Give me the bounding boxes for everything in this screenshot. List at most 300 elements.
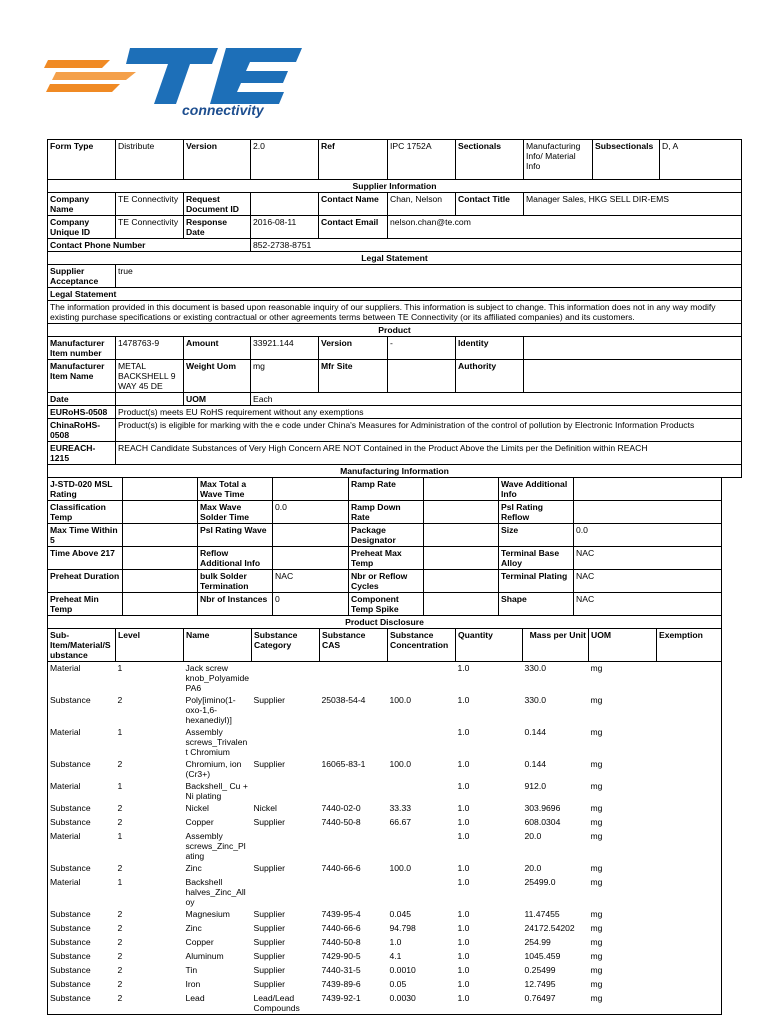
table-cell: 7440-66-6 [321,863,361,874]
msl-value [123,478,198,501]
table-cell: Supplier [253,909,286,920]
te-connectivity-logo [40,38,320,118]
class-temp-label: Classification Temp [48,501,123,524]
table-cell: Material [48,726,116,758]
preheat-min-value [123,593,198,616]
table-cell: Jack screw knob_Polyamide PA6 [185,663,250,694]
table-cell: mg [590,951,603,962]
table-cell: 7440-50-8 [321,937,361,948]
company-name-label: Company Name [48,193,116,216]
preheat-min-label: Preheat Min Temp [48,593,123,616]
preheat-max-label: Preheat Max Temp [349,547,424,570]
table-row [48,726,722,758]
table-cell: Nickel [185,803,209,814]
table-cell: 2 [117,695,123,706]
table-cell [657,816,722,830]
table-cell [320,780,388,802]
contact-title-label: Contact Title [456,193,524,216]
table-cell: 1 [117,727,123,738]
terminal-plating-value: NAC [574,570,722,593]
table-cell: Substance [48,802,116,816]
table-cell: 1045.459 [524,951,561,962]
table-cell [657,662,722,695]
table-cell: Zinc [185,863,202,874]
nbr-reflow-value [424,570,499,593]
table-cell: Substance [48,758,116,780]
nbr-instances-label: Nbr of Instances [198,593,273,616]
preheat-dur-value [123,570,198,593]
table-cell [657,830,722,862]
table-cell: 24172.54202 [524,923,575,934]
table-cell [320,726,388,758]
product-section-title: Product [48,324,742,337]
table-cell: mg [590,727,603,738]
table-cell: 330.0 [524,695,547,706]
table-row [48,964,722,978]
table-cell [657,876,722,908]
psl-wave-label: Psl Rating Wave [198,524,273,547]
table-cell: 20.0 [524,863,542,874]
ramp-rate-value [424,478,499,501]
table-cell: Substance [48,992,116,1015]
table-cell: 2 [117,951,123,962]
authority-label: Authority [456,360,524,393]
request-doc-value [251,193,319,216]
table-row [48,802,722,816]
table-cell: Material [48,780,116,802]
version-label: Version [184,140,251,180]
table-cell: Poly[imino(1-oxo-1,6-hexanediyl)] [185,695,236,726]
bulk-solder-label: bulk Solder Termination [198,570,273,593]
table-cell: 1.0 [456,992,523,1015]
wave-info-label: Wave Additional Info [499,478,574,501]
table-row [48,950,722,964]
table-row [48,694,722,726]
table-cell: 0.045 [389,909,412,920]
table-cell: 2 [117,923,123,934]
table-cell: 4.1 [389,951,402,962]
table-cell: 1.0 [457,877,470,888]
max-time-value [123,524,198,547]
table-cell: Supplier [253,863,286,874]
eureach-label: EUREACH-1215 [48,442,116,465]
table-cell: Chromium, ion (Cr3+) [185,759,242,780]
subsectionals-value: D, A [660,140,742,180]
table-row [48,662,722,695]
shape-label: Shape [499,593,574,616]
table-row [48,830,722,862]
table-cell: mg [590,759,603,770]
col-header: UOM [589,629,657,662]
table-cell: Substance [48,908,116,922]
preheat-dur-label: Preheat Duration [48,570,123,593]
table-cell: 1 [117,877,123,888]
date-label: Date [48,393,116,406]
supplier-section-title: Supplier Information [48,180,742,193]
contact-email-label: Contact Email [319,216,388,239]
amount-label: Amount [184,337,251,360]
table-cell: 100.0 [389,695,412,706]
table-cell: Substance [48,950,116,964]
table-cell [657,780,722,802]
table-row [48,908,722,922]
table-cell: Assembly screws_Trivalent Chromium [185,727,248,758]
col-header: Mass per Unit [523,629,589,662]
col-header: Substance Concentration [388,629,456,662]
table-cell [320,830,388,862]
table-cell [320,662,388,695]
table-cell: Aluminum [185,951,224,962]
table-row [48,862,722,876]
table-cell [388,662,456,695]
table-cell: Substance [48,964,116,978]
col-header: Level [116,629,184,662]
disclosure-section-title: Product Disclosure [48,616,722,629]
table-cell: 7439-92-1 [320,992,388,1015]
table-cell: 2 [117,803,123,814]
table-cell: mg [590,979,603,990]
contact-title-value: Manager Sales, HKG SELL DIR-EMS [524,193,742,216]
table-cell: 254.99 [524,937,551,948]
table-cell: 0.144 [524,759,547,770]
supplier-acceptance-value: true [116,265,742,288]
table-cell: 1.0 [457,979,470,990]
sectionals-value: Manufacturing Info/ Material Info [524,140,593,180]
table-cell: 1.0 [457,965,470,976]
table-cell: 7439-89-6 [321,979,361,990]
table-cell: 1 [117,663,123,674]
mfr-item-name-value: METAL BACKSHELL 9 WAY 45 DE [116,360,184,393]
table-cell: mg [590,877,603,888]
table-cell: 0.05 [389,979,407,990]
table-cell: Supplier [253,965,286,976]
table-cell [657,758,722,780]
table-cell [657,726,722,758]
table-cell: 100.0 [389,863,412,874]
terminal-base-label: Terminal Base Alloy [499,547,574,570]
amount-value: 33921.144 [251,337,319,360]
table-cell: mg [590,781,603,792]
disclosure-body [48,662,722,1015]
response-date-value: 2016-08-11 [251,216,319,239]
max-wave-label: Max Wave Solder Time [198,501,273,524]
table-cell: 0.76497 [523,992,589,1015]
msl-label: J-STD-020 MSL Rating [48,478,123,501]
ref-label: Ref [319,140,388,180]
legal-statement-label: Legal Statement [48,288,742,301]
table-cell [657,862,722,876]
class-temp-value [123,501,198,524]
table-cell: Substance [48,862,116,876]
table-cell: Backshell halves_Zinc_Alloy [185,877,246,908]
table-cell: Substance [48,816,116,830]
table-cell: Copper [185,817,214,828]
contact-email-value: nelson.chan@te.com [388,216,742,239]
disclosure-table [47,628,722,1015]
weight-uom-value: mg [251,360,319,393]
table-cell: 20.0 [524,831,542,842]
table-cell: Supplier [253,817,286,828]
table-cell: 2 [117,863,123,874]
table-cell [320,876,388,908]
size-label: Size [499,524,574,547]
manufacturing-table [47,477,722,629]
table-cell [657,802,722,816]
subsectionals-label: Subsectionals [593,140,660,180]
table-cell: Lead/Lead Compounds [252,992,320,1015]
table-cell: Supplier [253,937,286,948]
identity-label: Identity [456,337,524,360]
mfr-item-number-value: 1478763-9 [116,337,184,360]
table-cell: 2 [117,965,123,976]
component-temp-label: Component Temp Spike [349,593,424,616]
table-cell: Material [48,830,116,862]
ref-value: IPC 1752A [388,140,456,180]
table-cell: mg [590,817,603,828]
table-cell: 608.0304 [524,817,561,828]
table-cell: 2 [117,979,123,990]
max-total-label: Max Total a Wave Time [198,478,273,501]
table-cell: 1.0 [457,937,470,948]
terminal-base-value: NAC [574,547,722,570]
table-cell: 12.7495 [524,979,556,990]
table-cell: mg [590,923,603,934]
table-cell: mg [590,831,603,842]
table-cell: Supplier [253,923,286,934]
nbr-instances-value: 0 [273,593,349,616]
table-cell: 7429-90-5 [321,951,361,962]
company-uid-label: Company Unique ID [48,216,116,239]
disclosure-header-row [48,629,722,662]
identity-value [524,337,742,360]
table-cell: mg [590,937,603,948]
psl-wave-value [273,524,349,547]
legal-section-title: Legal Statement [48,252,742,265]
package-label: Package Designator [349,524,424,547]
uom-label: UOM [184,393,251,406]
table-cell: Substance [48,922,116,936]
table-cell: Lead [184,992,252,1015]
table-cell [388,726,456,758]
table-cell: mg [590,663,603,674]
max-wave-value: 0.0 [273,501,349,524]
uom-value: Each [251,393,742,406]
table-cell: 11.47455 [524,909,560,920]
date-value [116,393,184,406]
table-cell: Backshell_ Cu + Ni plating [185,781,248,802]
table-cell: 1.0 [457,759,470,770]
table-cell [252,876,320,908]
table-cell: 1.0 [457,727,470,738]
manufacturing-section-title: Manufacturing Information [48,465,742,478]
version-value: 2.0 [251,140,319,180]
mfr-item-number-label: Manufacturer Item number [48,337,116,360]
table-cell: mg [590,909,603,920]
psl-reflow-value [574,501,722,524]
table-cell [657,936,722,950]
table-row [48,816,722,830]
table-cell: Substance [48,978,116,992]
contact-phone-value: 852-2738-8751 [251,239,742,252]
chinarohs-value: Product(s) is eligible for marking with the e code under China's Measures for Administration of the control of pollution by Electronic Information Products [116,419,742,442]
table-cell: 1.0 [457,863,470,874]
contact-phone-label: Contact Phone Number [48,239,251,252]
table-cell: Material [48,662,116,695]
table-cell: 1.0 [457,803,470,814]
mfr-item-name-label: Manufacturer Item Name [48,360,116,393]
table-cell [388,876,456,908]
table-cell [657,964,722,978]
table-cell [388,780,456,802]
eureach-value: REACH Candidate Substances of Very High Concern ARE NOT Contained in the Product Above the Limits per the Definition within REACH [116,442,742,465]
contact-name-value: Chan, Nelson [388,193,456,216]
sectionals-label: Sectionals [456,140,524,180]
company-uid-value: TE Connectivity [116,216,184,239]
terminal-plating-label: Terminal Plating [499,570,574,593]
table-cell: 33.33 [389,803,412,814]
col-header: Exemption [657,629,722,662]
table-cell [657,922,722,936]
ramp-rate-label: Ramp Rate [349,478,424,501]
table-cell: Supplier [253,695,286,706]
ramp-down-value [424,501,499,524]
table-cell [252,830,320,862]
product-version-value: - [388,337,456,360]
table-cell: mg [590,863,603,874]
table-cell: 1.0 [457,817,470,828]
table-cell: Substance [48,936,116,950]
table-cell: 1.0 [457,663,470,674]
component-temp-value [424,593,499,616]
authority-value [524,360,742,393]
table-cell: 0.0010 [389,965,416,976]
table-cell: Zinc [185,923,202,934]
size-value: 0.0 [574,524,722,547]
table-row [48,780,722,802]
table-cell: Magnesium [185,909,230,920]
table-row [48,936,722,950]
legal-statement-text: The information provided in this document is based upon reasonable inquiry of our suppliers. This information is subject to change. This information does not in any way modify existing purchase specifications or existing contractual or other agreements terms between TE Connectivity (or its affiliated companies) and its customers. [48,301,742,324]
table-cell: Tin [185,965,198,976]
table-cell: 1 [117,781,123,792]
chinarohs-label: ChinaRoHS-0508 [48,419,116,442]
table-cell: 7440-31-5 [321,965,361,976]
table-cell: 2 [116,992,184,1015]
table-cell: 1.0 [457,781,470,792]
table-cell: 16065-83-1 [321,759,366,770]
table-cell [657,950,722,964]
max-total-value [273,478,349,501]
table-cell [252,726,320,758]
table-cell: Supplier [253,979,286,990]
ramp-down-label: Ramp Down Rate [349,501,424,524]
col-header: Substance Category [252,629,320,662]
form-header-table [47,139,742,478]
col-header: Substance CAS [320,629,388,662]
table-cell: 7440-50-8 [321,817,361,828]
nbr-reflow-label: Nbr or Reflow Cycles [349,570,424,593]
table-cell: 1.0 [457,923,470,934]
mfr-site-value [388,360,456,393]
te-logo-mark-icon [40,38,320,118]
table-cell [252,662,320,695]
contact-name-label: Contact Name [319,193,388,216]
package-value [424,524,499,547]
table-cell: Copper [185,937,214,948]
table-cell: 25499.0 [524,877,556,888]
table-row [48,922,722,936]
table-cell: 94.798 [389,923,416,934]
time-above-value [123,547,198,570]
table-cell [657,694,722,726]
table-cell [388,830,456,862]
product-version-label: Version [319,337,388,360]
table-cell: 0.25499 [524,965,556,976]
table-cell: 303.9696 [524,803,561,814]
mfr-site-label: Mfr Site [319,360,388,393]
table-cell: Supplier [253,759,286,770]
table-cell [657,978,722,992]
table-cell: mg [590,965,603,976]
col-header: Quantity [456,629,523,662]
supplier-acceptance-label: Supplier Acceptance [48,265,116,288]
table-row [48,978,722,992]
table-cell: 0.144 [524,727,547,738]
table-cell: 2 [117,759,123,770]
table-cell: 1.0 [457,951,470,962]
table-cell: Nickel [253,803,277,814]
table-cell: 66.67 [389,817,412,828]
table-cell: 25038-54-4 [321,695,366,706]
reflow-info-label: Reflow Additional Info [198,547,273,570]
table-cell: 330.0 [524,663,547,674]
table-row [48,758,722,780]
table-cell: 2 [117,937,123,948]
table-cell: 100.0 [389,759,412,770]
table-cell: 912.0 [524,781,547,792]
response-date-label: Response Date [184,216,251,239]
company-name-value: TE Connectivity [116,193,184,216]
table-cell: Material [48,876,116,908]
weight-uom-label: Weight Uom [184,360,251,393]
col-header: Sub-Item/Material/Substance [48,629,116,662]
eurohs-value: Product(s) meets EU RoHS requirement without any exemptions [116,406,742,419]
logo-tagline: connectivity [182,102,264,118]
table-cell: 0.0030 [388,992,456,1015]
eurohs-label: EURoHS-0508 [48,406,116,419]
table-cell: 1.0 [457,831,470,842]
table-cell [657,908,722,922]
table-cell: 1.0 [457,695,470,706]
col-header: Name [184,629,252,662]
form-type-label: Form Type [48,140,116,180]
table-cell: mg [590,695,603,706]
table-cell: 1.0 [457,909,470,920]
shape-value: NAC [574,593,722,616]
preheat-max-value [424,547,499,570]
table-cell: 2 [117,909,123,920]
table-cell: mg [590,803,603,814]
table-cell: 1.0 [389,937,402,948]
wave-info-value [574,478,722,501]
table-cell: 1 [117,831,123,842]
request-doc-label: Request Document ID [184,193,251,216]
table-row [48,992,722,1015]
table-cell [252,780,320,802]
psl-reflow-label: Psl Rating Reflow [499,501,574,524]
bulk-solder-value: NAC [273,570,349,593]
table-cell [657,992,722,1015]
